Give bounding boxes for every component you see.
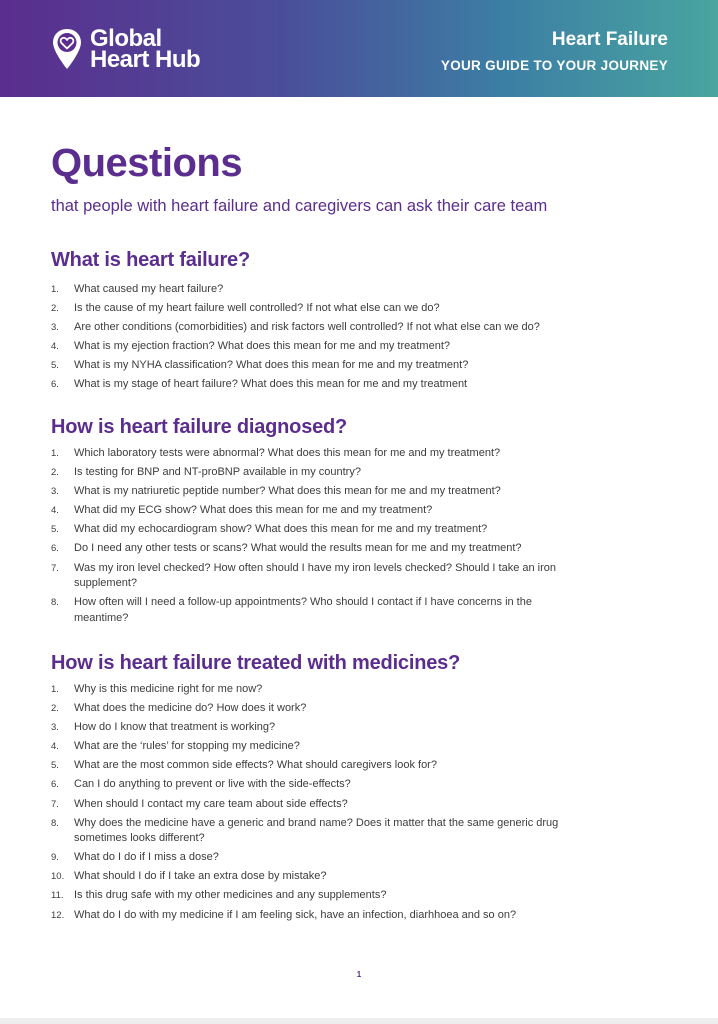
- question-item: [51, 595, 589, 626]
- question-item: [51, 908, 589, 924]
- question-number: 8.: [51, 597, 59, 609]
- question-number: 1.: [51, 684, 59, 695]
- bottom-divider: [0, 1018, 718, 1024]
- question-number: 6.: [51, 379, 59, 391]
- question-text: When should I contact my care team about side effects?: [74, 797, 348, 810]
- header-subtitle: YOUR GUIDE TO YOUR JOURNEY: [440, 58, 668, 73]
- question-number: 3.: [51, 722, 59, 734]
- question-number: 4.: [51, 341, 59, 353]
- question-text: Is testing for BNP and NT-proBNP available in my country?: [74, 466, 361, 479]
- question-item: [51, 682, 589, 698]
- question-number: 2.: [51, 703, 59, 715]
- question-number: 12.: [51, 909, 65, 921]
- question-item: [51, 888, 589, 904]
- question-item: [51, 465, 589, 481]
- question-number: 5.: [51, 360, 59, 372]
- question-number: 7.: [51, 562, 59, 574]
- question-number: 6.: [51, 779, 59, 791]
- question-item: [51, 561, 589, 592]
- question-number: 1.: [51, 448, 59, 459]
- section-how-diagnosed: [51, 414, 671, 630]
- question-item: [51, 503, 589, 519]
- question-item: [51, 720, 589, 736]
- question-text: What does the medicine do? How does it work?: [74, 702, 307, 715]
- question-number: 3.: [51, 486, 59, 498]
- question-text: Why is this medicine right for me now?: [74, 683, 263, 695]
- question-text: What should I do if I take an extra dose by mistake?: [74, 870, 327, 883]
- question-number: 2.: [51, 303, 59, 315]
- question-number: 4.: [51, 741, 59, 753]
- logo-wordmark: [90, 25, 201, 73]
- question-text: Is the cause of my heart failure well controlled? If not what else can we do?: [74, 302, 440, 315]
- question-text: What are the ‘rules’ for stopping my medicine?: [74, 740, 300, 753]
- question-item: [51, 797, 589, 813]
- page-header: [0, 0, 718, 97]
- question-text: Are other conditions (comorbidities) and risk factors well controlled? If not what else can we do?: [74, 321, 540, 334]
- question-text: What do I do with my medicine if I am feeling sick, have an infection, diarhhoea and so on?: [74, 908, 517, 921]
- question-text: Why does the medicine have a generic and brand name? Does it matter that the same generic drug sometimes looks different?: [74, 816, 559, 845]
- question-number: 3.: [51, 322, 59, 334]
- question-item: [51, 301, 671, 317]
- page-subtitle: that people with heart failure and caregivers can ask their care team: [51, 197, 548, 215]
- section-heading: What is heart failure?: [51, 249, 250, 271]
- question-item: [51, 339, 671, 355]
- question-list: [51, 446, 671, 626]
- question-number: 2.: [51, 467, 59, 479]
- question-number: 5.: [51, 760, 59, 772]
- section-heading: How is heart failure diagnosed?: [51, 416, 348, 438]
- question-item: [51, 816, 589, 847]
- question-number: 10.: [51, 871, 65, 883]
- question-item: [51, 869, 589, 885]
- question-text: What is my ejection fraction? What does this mean for me and my treatment?: [74, 340, 450, 353]
- page-title: Questions: [51, 141, 243, 185]
- question-item: [51, 777, 589, 793]
- question-text: What are the most common side effects? What should caregivers look for?: [74, 759, 437, 772]
- section-what-is-heart-failure: [51, 247, 671, 397]
- question-item: [51, 320, 671, 336]
- question-text: Is this drug safe with my other medicines and any supplements?: [74, 889, 387, 902]
- question-text: How do I know that treatment is working?: [74, 721, 276, 734]
- question-number: 4.: [51, 505, 59, 517]
- logo-line-1: Global: [90, 25, 162, 52]
- question-item: [51, 484, 589, 500]
- question-text: What do I do if I miss a dose?: [74, 851, 219, 864]
- question-item: [51, 758, 589, 774]
- heart-pin-icon: [52, 28, 82, 70]
- question-text: Was my iron level checked? How often should I have my iron levels checked? Should I take an iron supplement?: [74, 561, 557, 590]
- question-text: What is my stage of heart failure? What does this mean for me and my treatment: [74, 378, 468, 391]
- question-number: 7.: [51, 798, 59, 810]
- question-item: [51, 282, 671, 298]
- question-item: [51, 701, 589, 717]
- question-text: What is my natriuretic peptide number? What does this mean for me and my treatment?: [74, 485, 501, 498]
- question-number: 11.: [51, 890, 64, 902]
- question-number: 5.: [51, 524, 59, 536]
- question-text: What did my ECG show? What does this mean for me and my treatment?: [74, 504, 433, 517]
- question-text: Which laboratory tests were abnormal? What does this mean for me and my treatment?: [74, 447, 501, 459]
- question-item: [51, 358, 671, 374]
- page-number: 1: [356, 970, 362, 979]
- header-titles: [441, 28, 668, 73]
- question-number: 6.: [51, 543, 59, 555]
- question-text: What caused my heart failure?: [74, 283, 224, 295]
- question-item: [51, 446, 589, 462]
- question-text: Can I do anything to prevent or live with the side-effects?: [74, 778, 351, 791]
- question-item: [51, 850, 589, 866]
- question-list: [51, 282, 671, 393]
- question-number: 9.: [51, 852, 59, 864]
- question-text: How often will I need a follow-up appointments? Who should I contact if I have concerns in the meantime?: [74, 596, 532, 624]
- question-item: [51, 541, 589, 557]
- global-heart-hub-logo: [52, 25, 201, 73]
- question-list: [51, 682, 671, 923]
- section-how-treated: [51, 650, 671, 927]
- logo-line-2: Heart Hub: [90, 46, 201, 73]
- question-item: [51, 377, 671, 393]
- question-number: 8.: [51, 817, 59, 829]
- question-text: What is my NYHA classification? What does this mean for me and my treatment?: [74, 359, 469, 372]
- header-title: Heart Failure: [551, 29, 668, 50]
- question-text: What did my echocardiogram show? What does this mean for me and my treatment?: [74, 523, 488, 536]
- question-text: Do I need any other tests or scans? What would the results mean for me and my treatment?: [74, 542, 522, 555]
- question-number: 1.: [51, 284, 59, 295]
- main-content: [51, 139, 671, 921]
- question-item: [51, 739, 589, 755]
- section-heading: How is heart failure treated with medicines?: [51, 652, 461, 674]
- question-item: [51, 522, 589, 538]
